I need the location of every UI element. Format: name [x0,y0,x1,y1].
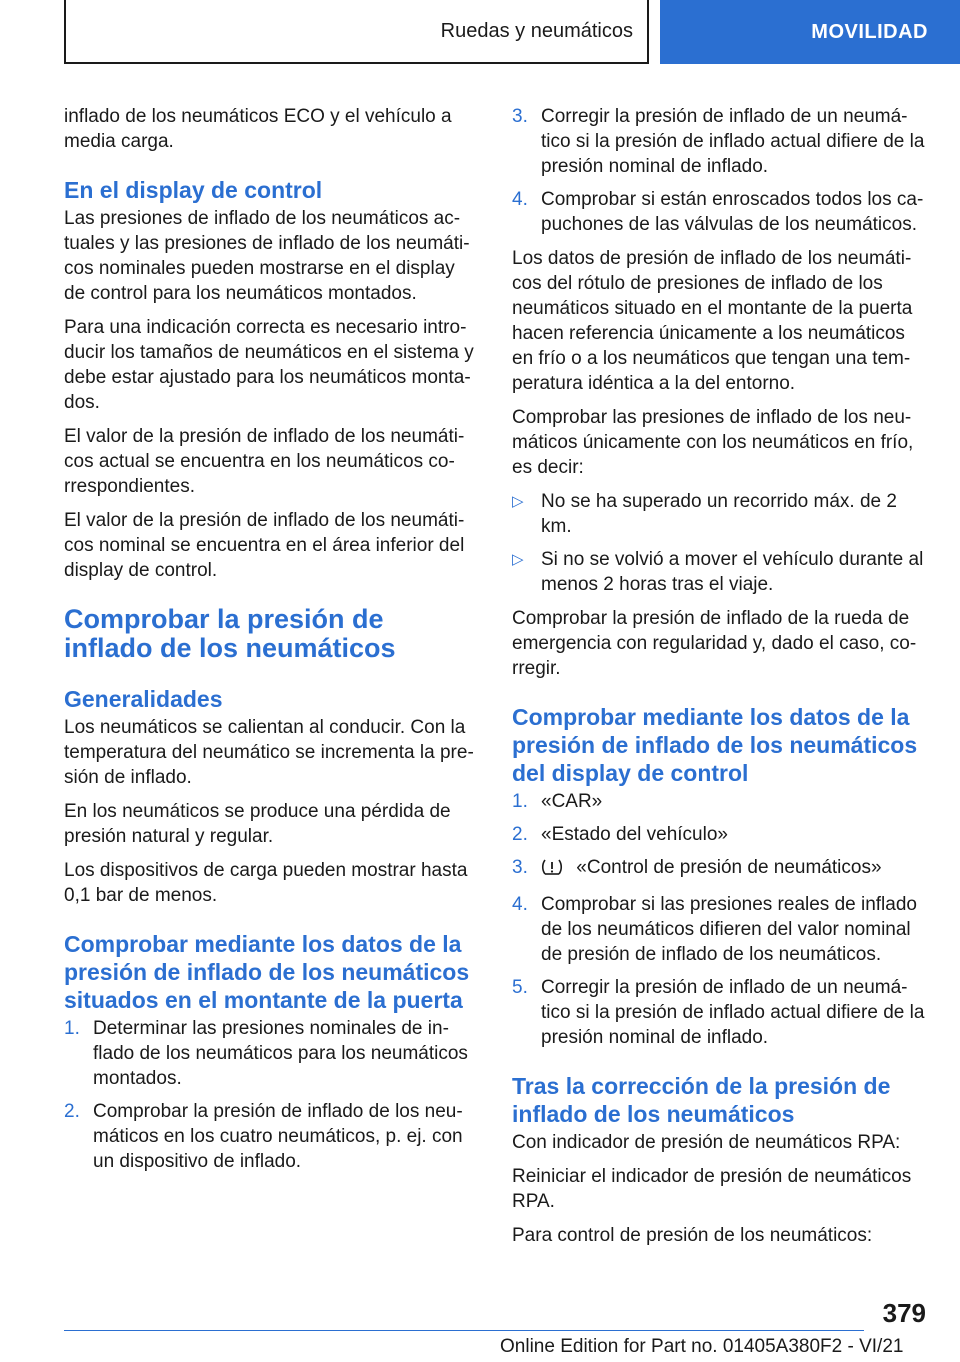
paragraph: El valor de la presión de inflado de los neumáticos nominal se encuentra en el área inferior del display de control. [64,510,465,581]
step-text: «CAR» [541,791,603,812]
list-item [512,547,928,597]
list-item [64,1099,478,1174]
list-item [64,1016,478,1091]
intro-paragraph: inflado de los neumáticos ECO y el vehículo a media carga. [64,106,452,152]
bullet-triangle-icon: ▷ [512,551,524,568]
bullet-text: Si no se volvió a mover el vehículo durante al menos 2 horas tras el viaje. [541,549,924,595]
paragraph: Los neumáticos se calientan al conducir. Con la temperatura del neumático se incrementa la presión de inflado. [64,717,474,788]
list-item [512,789,928,814]
door-subheading: Comprobar mediante los datos de la presión de inflado de los neumáticos situados en el montante de la puerta [64,931,470,1013]
paragraph: Reiniciar el indicador de presión de neumáticos RPA. [512,1166,912,1212]
step-number: 5. [512,977,528,998]
step-text: «Control de presión de neumáticos» [576,857,882,878]
right-column [512,104,928,1257]
display-subheading: En el display de control [64,177,323,203]
running-header-section [64,0,649,64]
step-text: Corregir la presión de inflado de un neumático si la presión de inflado actual difiere de la presión nominal de inflado. [541,977,925,1048]
step-number: 1. [512,791,528,812]
step-text: Determinar las presiones nominales de inflado de los neumáticos para los neumáticos montados. [93,1018,468,1089]
main-heading: Comprobar la presión de inflado de los neumáticos [64,604,396,663]
chapter-tab [660,0,960,64]
step-text: Comprobar si las presiones reales de inflado de los neumáticos difieren del valor nominal de presión de inflado de los neumáticos. [541,894,917,965]
step-text: Corregir la presión de inflado de un neumático si la presión de inflado actual difiere de la presión nominal de inflado. [541,106,925,177]
list-item [512,892,928,967]
paragraph: Comprobar la presión de inflado de la rueda de emergencia con regularidad y, dado el caso, corregir. [512,608,917,679]
door-steps-list-continued [512,104,928,237]
step-number: 2. [64,1101,80,1122]
paragraph: Para control de presión de los neumáticos: [512,1225,873,1246]
step-text: «Estado del vehículo» [541,824,728,845]
paragraph: Comprobar las presiones de inflado de los neumáticos únicamente con los neumáticos en frío, es decir: [512,407,914,478]
step-number: 4. [512,189,528,210]
conditions-list [512,489,928,597]
door-steps-list [64,1016,478,1174]
paragraph: Para una indicación correcta es necesario introducir los tamaños de neumáticos en el sistema y debe estar ajustado para los neumáticos montados. [64,317,474,413]
list-item [512,975,928,1050]
paragraph: Las presiones de inflado de los neumáticos actuales y las presiones de inflado de los neumáticos nominales pueden mostrarse en el display de control para los neumáticos montados. [64,208,470,304]
display-check-subheading: Comprobar mediante los datos de la presión de inflado de los neumáticos del display de control [512,704,918,786]
step-number: 4. [512,894,528,915]
step-number: 1. [64,1018,80,1039]
step-number: 2. [512,824,528,845]
list-item [512,489,928,539]
bullet-text: No se ha superado un recorrido máx. de 2 km. [541,491,897,537]
section-title: Ruedas y neumáticos [440,19,633,42]
step-number: 3. [512,106,528,127]
list-item [512,855,928,884]
after-correction-subheading: Tras la corrección de la presión de inflado de los neumáticos [512,1073,891,1127]
paragraph: En los neumáticos se produce una pérdida de presión natural y regular. [64,801,451,847]
general-subheading: Generalidades [64,686,223,712]
list-item [512,822,928,847]
tire-pressure-warning-icon [541,857,563,884]
paragraph: Los datos de presión de inflado de los neumáticos del rótulo de presiones de inflado de los neumáticos situado en el montante de la puerta hacen referencia únicamente a los neumáticos en frío o a los neumáticos que tengan una temperatura idéntica a la del entorno. [512,248,913,394]
footer-divider [64,1330,864,1331]
step-text: Comprobar si están enroscados todos los capuchones de las válvulas de los neumáticos. [541,189,924,235]
left-column [64,104,478,1183]
bullet-triangle-icon: ▷ [512,493,524,510]
step-text: Comprobar la presión de inflado de los neumáticos en los cuatro neumáticos, p. ej. con un dispositivo de inflado. [93,1101,463,1172]
paragraph: Los dispositivos de carga pueden mostrar hasta 0,1 bar de menos. [64,860,468,906]
list-item [512,187,928,237]
display-steps-list [512,789,928,1050]
paragraph: El valor de la presión de inflado de los neumáticos actual se encuentra en los neumáticos correspondientes. [64,426,465,497]
paragraph: Con indicador de presión de neumáticos RPA: [512,1132,901,1153]
step-number: 3. [512,857,528,878]
chapter-title: MOVILIDAD [811,20,928,43]
list-item [512,104,928,179]
edition-note: Online Edition for Part no. 01405A380F2 - VI/21 [500,1336,904,1357]
page-number: 379 [882,1298,926,1328]
